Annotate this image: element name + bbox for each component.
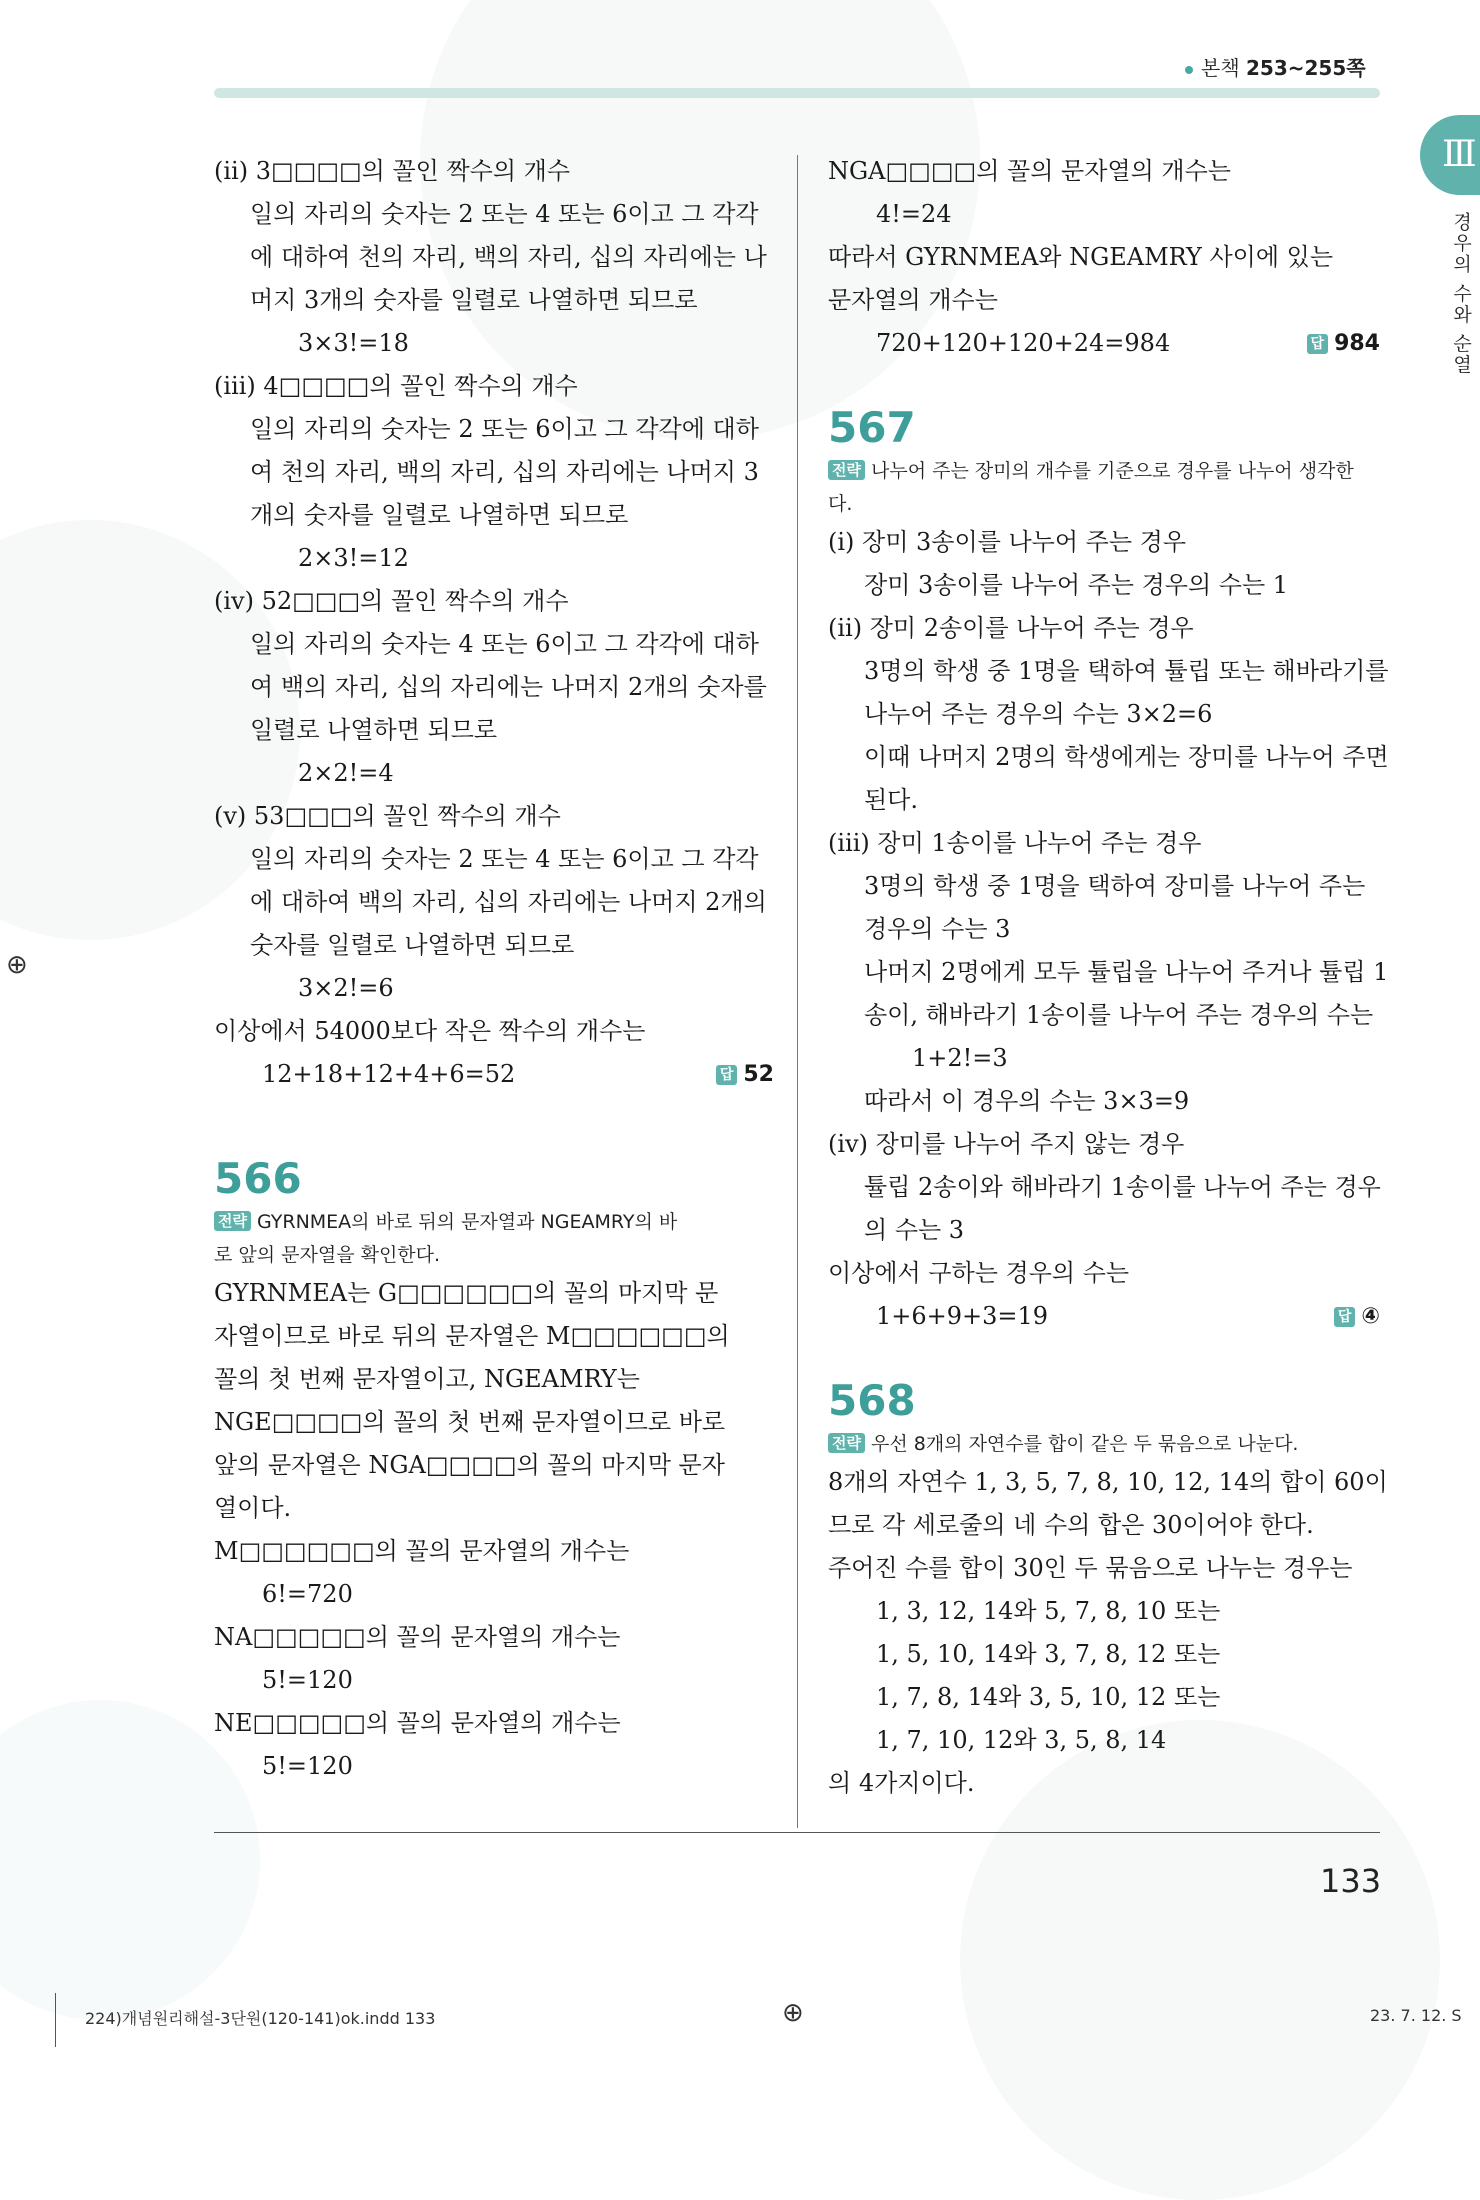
text-line: 1, 7, 10, 12와 3, 5, 8, 14 <box>876 1726 1167 1754</box>
text-line: 이상에서 54000보다 작은 짝수의 개수는 <box>214 1017 646 1045</box>
equation-line: 4!=24 <box>876 200 952 228</box>
text-line: NGE□□□□의 꼴의 첫 번째 문자열이므로 바로 <box>214 1408 726 1436</box>
text-line: NGA□□□□의 꼴의 문자열의 개수는 <box>828 157 1231 185</box>
strategy-note: 다. <box>828 493 853 515</box>
text-line: M□□□□□□의 꼴의 문자열의 개수는 <box>214 1537 630 1565</box>
text-line: (ⅲ) 4□□□□의 꼴인 짝수의 개수 <box>214 372 578 400</box>
strategy-tag: 전략 <box>214 1211 251 1231</box>
page-range: 253~255쪽 <box>1246 56 1366 80</box>
text-line: 일렬로 나열하면 되므로 <box>250 716 498 744</box>
equation-line: 1+2!=3 <box>912 1044 1008 1072</box>
text-line: 나머지 2명에게 모두 튤립을 나누어 주거나 튤립 1 <box>864 958 1389 986</box>
crop-mark-icon: ⊕ <box>782 1998 804 2028</box>
text-line: 일의 자리의 숫자는 2 또는 4 또는 6이고 그 각각 <box>250 200 759 228</box>
text-line: (ⅳ) 52□□□의 꼴인 짝수의 개수 <box>214 587 569 615</box>
text-line: 8개의 자연수 1, 3, 5, 7, 8, 10, 12, 14의 합이 60이 <box>828 1468 1388 1496</box>
text-line: (ⅱ) 장미 2송이를 나누어 주는 경우 <box>828 614 1194 642</box>
text-line: 장미 3송이를 나누어 주는 경우의 수는 1 <box>864 571 1289 599</box>
problem-number: 567 <box>828 403 916 452</box>
text-line: (ⅳ) 장미를 나누어 주지 않는 경우 <box>828 1130 1185 1158</box>
answer-box: 답 52 <box>716 1053 774 1096</box>
chapter-tab: Ⅲ <box>1420 115 1480 195</box>
answer-tag: 답 <box>716 1065 738 1085</box>
text-line: 일의 자리의 숫자는 2 또는 6이고 그 각각에 대하 <box>250 415 759 443</box>
header-bar <box>214 88 1380 98</box>
text-line: 숫자를 일렬로 나열하면 되므로 <box>250 931 575 959</box>
left-column <box>214 150 774 1788</box>
text-line: (ⅲ) 장미 1송이를 나누어 주는 경우 <box>828 829 1202 857</box>
equation-line: 720+120+120+24=984 답 984 <box>828 322 1380 365</box>
equation-line: 3×3!=18 <box>298 329 409 357</box>
text-line: 므로 각 세로줄의 네 수의 합은 30이어야 한다. <box>828 1511 1314 1539</box>
strategy-note: 전략 GYRNMEA의 바로 뒤의 문자열과 NGEAMRY의 바 <box>214 1206 774 1239</box>
text-line: 에 대하여 천의 자리, 백의 자리, 십의 자리에는 나 <box>250 243 767 271</box>
text-line: (ⅰ) 장미 3송이를 나누어 주는 경우 <box>828 528 1187 556</box>
equation-line: 12+18+12+4+6=52 답 52 <box>214 1053 774 1096</box>
answer-tag: 답 <box>1334 1307 1356 1327</box>
text-line: NE□□□□□의 꼴의 문자열의 개수는 <box>214 1709 621 1737</box>
text-line: 1, 5, 10, 14와 3, 7, 8, 12 또는 <box>876 1640 1221 1668</box>
text-line: 3명의 학생 중 1명을 택하여 장미를 나누어 주는 <box>864 872 1366 900</box>
text-line: 문자열의 개수는 <box>828 286 998 314</box>
problem-number: 568 <box>828 1376 916 1425</box>
text-line: 송이, 해바라기 1송이를 나누어 주는 경우의 수는 <box>864 1001 1374 1029</box>
equation-line: 2×2!=4 <box>298 759 394 787</box>
text-line: (ⅴ) 53□□□의 꼴인 짝수의 개수 <box>214 802 561 830</box>
text-line: 이상에서 구하는 경우의 수는 <box>828 1259 1130 1287</box>
file-info: 224)개념원리해설-3단원(120-141)ok.indd 133 <box>85 2009 436 2028</box>
text-line: 의 4가지이다. <box>828 1769 975 1797</box>
text-line: 일의 자리의 숫자는 4 또는 6이고 그 각각에 대하 <box>250 630 759 658</box>
text-line: 일의 자리의 숫자는 2 또는 4 또는 6이고 그 각각 <box>250 845 759 873</box>
text-line: 된다. <box>864 786 918 814</box>
text-line: 튤립 2송이와 해바라기 1송이를 나누어 주는 경우 <box>864 1173 1381 1201</box>
text-line: 1, 3, 12, 14와 5, 7, 8, 10 또는 <box>876 1597 1221 1625</box>
strategy-tag: 전략 <box>828 1433 865 1453</box>
text-line: 에 대하여 백의 자리, 십의 자리에는 나머지 2개의 <box>250 888 767 916</box>
text-line: 경우의 수는 3 <box>864 915 1011 943</box>
answer-box: 답 ④ <box>1334 1295 1380 1338</box>
footer-rule <box>214 1832 1380 1833</box>
text-line: GYRNMEA는 G□□□□□□의 꼴의 마지막 문 <box>214 1279 719 1307</box>
page-number: 133 <box>1320 1862 1382 1900</box>
problem-number: 566 <box>214 1154 302 1203</box>
equation-line: 5!=120 <box>262 1666 353 1694</box>
page-reference: 본책 253~255쪽 <box>1185 52 1366 81</box>
strategy-tag: 전략 <box>828 460 865 480</box>
text-line: 꼴의 첫 번째 문자열이고, NGEAMRY는 <box>214 1365 640 1393</box>
equation-line: 5!=120 <box>262 1752 353 1780</box>
text-line: 여 백의 자리, 십의 자리에는 나머지 2개의 숫자를 <box>250 673 767 701</box>
equation-line: 3×2!=6 <box>298 974 394 1002</box>
text-line: 3명의 학생 중 1명을 택하여 튤립 또는 해바라기를 <box>864 657 1389 685</box>
strategy-note: 전략 나누어 주는 장미의 개수를 기준으로 경우를 나누어 생각한 <box>828 455 1380 488</box>
chapter-title: 경우의 수와 순열 <box>1450 212 1472 376</box>
text-line: 개의 숫자를 일렬로 나열하면 되므로 <box>250 501 629 529</box>
text-line: 1, 7, 8, 14와 3, 5, 10, 12 또는 <box>876 1683 1221 1711</box>
print-date: 23. 7. 12. S <box>1370 2006 1462 2025</box>
text-line: 따라서 이 경우의 수는 3×3=9 <box>864 1087 1190 1115</box>
bullet-dot-icon <box>1185 66 1193 74</box>
right-column <box>828 150 1389 1805</box>
footer-divider <box>55 1993 56 2047</box>
strategy-note: 로 앞의 문자열을 확인한다. <box>214 1244 441 1266</box>
equation-line: 6!=720 <box>262 1580 353 1608</box>
text-line: 의 수는 3 <box>864 1216 965 1244</box>
answer-box: 답 984 <box>1307 322 1380 365</box>
text-line: 이때 나머지 2명의 학생에게는 장미를 나누어 주면 <box>864 743 1389 771</box>
text-line: 여 천의 자리, 백의 자리, 십의 자리에는 나머지 3 <box>250 458 759 486</box>
answer-tag: 답 <box>1307 334 1329 354</box>
text-line: 따라서 GYRNMEA와 NGEAMRY 사이에 있는 <box>828 243 1334 271</box>
strategy-note: 전략 우선 8개의 자연수를 합이 같은 두 묶음으로 나눈다. <box>828 1428 1380 1461</box>
text-line: 앞의 문자열은 NGA□□□□의 꼴의 마지막 문자 <box>214 1451 725 1479</box>
text-line: 주어진 수를 합이 30인 두 묶음으로 나누는 경우는 <box>828 1554 1353 1582</box>
crop-mark-icon: ⊕ <box>6 950 28 980</box>
equation-line: 1+6+9+3=19 답 ④ <box>828 1295 1380 1338</box>
column-divider <box>797 155 798 1828</box>
text-line: 열이다. <box>214 1494 292 1522</box>
equation-line: 2×3!=12 <box>298 544 409 572</box>
text-line: 나누어 주는 경우의 수는 3×2=6 <box>864 700 1213 728</box>
text-line: (ⅱ) 3□□□□의 꼴인 짝수의 개수 <box>214 157 571 185</box>
text-line: NA□□□□□의 꼴의 문자열의 개수는 <box>214 1623 621 1651</box>
text-line: 머지 3개의 숫자를 일렬로 나열하면 되므로 <box>250 286 698 314</box>
text-line: 자열이므로 바로 뒤의 문자열은 M□□□□□□의 <box>214 1322 730 1350</box>
